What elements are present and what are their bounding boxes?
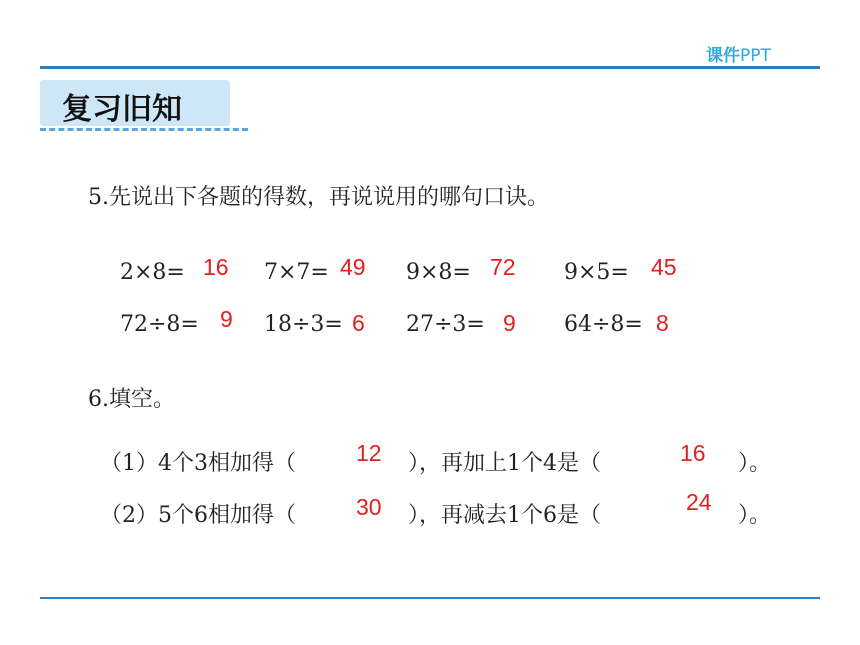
question-5-prompt: 5.先说出下各题的得数，再说说用的哪句口诀。 [88,185,549,210]
brand-logo [706,41,771,66]
expression: 7×7= [264,260,329,285]
fill-text: （2）5个6相加得（ [100,503,296,528]
expression: 9×8= [406,260,471,285]
expression: 72÷8= [120,312,199,337]
bottom-divider [40,597,820,599]
fill-text: ），再减去1个6是（ [408,503,601,528]
fill-text: ），再加上1个4是（ [408,451,601,476]
fill-text: ）。 [738,503,772,528]
answer: 6 [352,310,365,336]
section-title: 复习旧知 [62,92,182,127]
expression: 27÷3= [406,312,485,337]
answer: 9 [503,310,516,336]
top-divider [40,66,820,69]
section-dashed-underline [40,128,248,131]
brand-text-1: 课件 [706,46,740,66]
answer: 49 [340,254,366,280]
answer: 72 [490,254,516,280]
answer: 8 [656,310,669,336]
expression: 9×5= [564,260,629,285]
expression: 2×8= [120,260,185,285]
fill-text: ）。 [738,451,772,476]
expression: 64÷8= [564,312,643,337]
fill-answer: 24 [686,489,712,515]
expression: 18÷3= [264,312,343,337]
question-6-prompt: 6.填空。 [88,387,175,412]
brand-text-2: PPT [740,46,771,66]
answer: 16 [203,254,229,280]
fill-answer: 30 [356,494,382,520]
fill-answer: 16 [680,440,706,466]
answer: 45 [651,254,677,280]
answer: 9 [220,306,233,332]
fill-answer: 12 [356,440,382,466]
fill-text: （1）4个3相加得（ [100,451,296,476]
